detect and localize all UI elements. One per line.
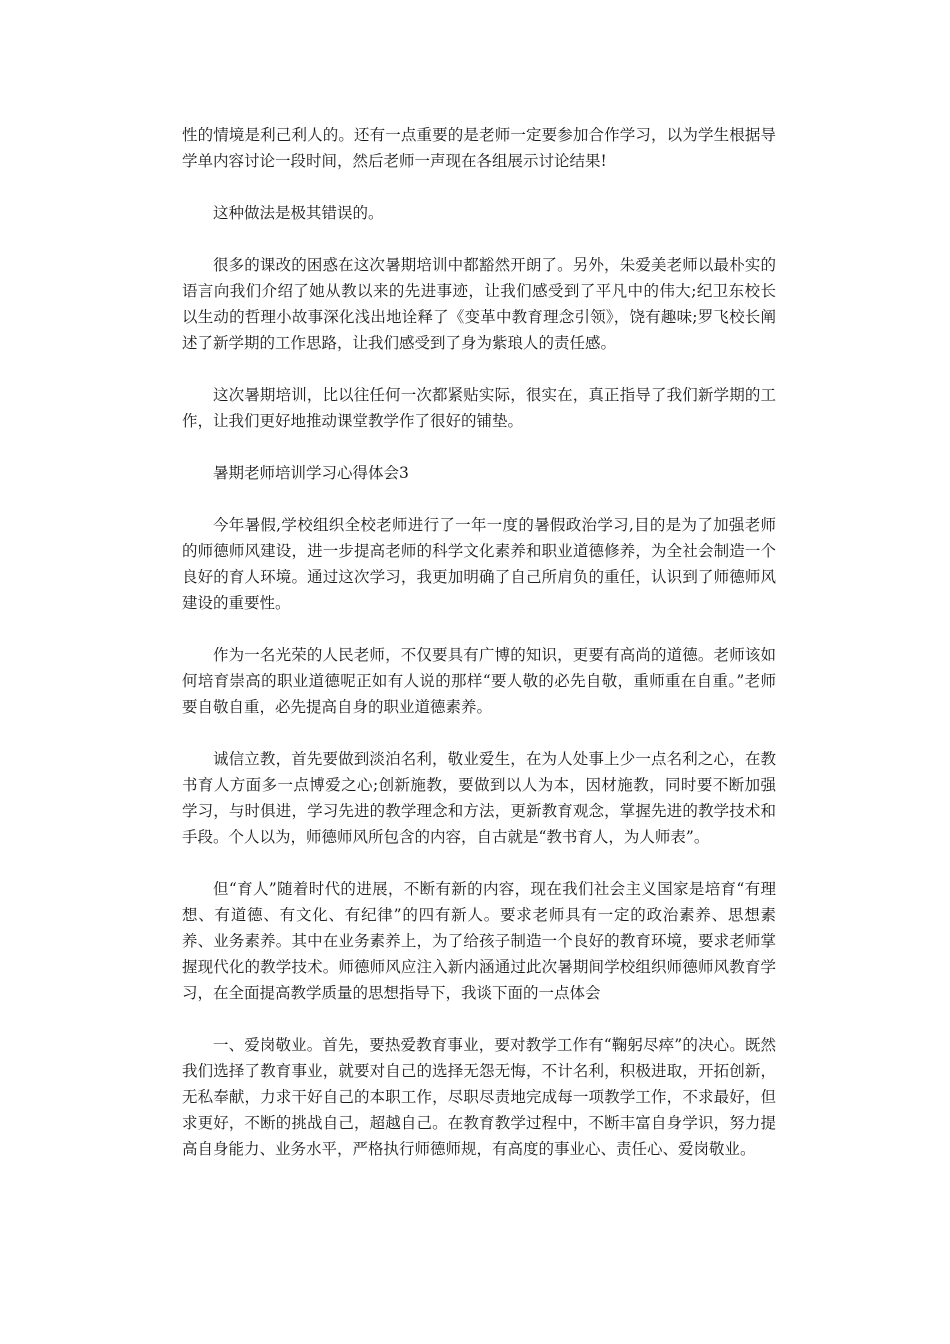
paragraph: 一、爱岗敬业。首先，要热爱教育事业，要对教学工作有“鞠躬尽瘁”的决心。既然我们选择了教育事业，就要对自己的选择无怨无悔，不计名利，积极进取，开拓创新，无私奉献，力求干好自己的本职工作，尽职尽责地完成每一项教学工作，不求最好，但求更好，不断的挑战自己，超越自己。在教育教学过程中，不断丰富自身学识，努力提高自身能力、业务水平，严格执行师德师规，有高度的事业心、责任心、爱岗敬业。: [182, 1036, 776, 1158]
paragraph: 但“育人”随着时代的进展，不断有新的内容，现在我们社会主义国家是培育“有理想、有道德、有文化、有纪律”的四有新人。要求老师具有一定的政治素养、思想素养、业务素养。其中在业务素养上，为了给孩子制造一个良好的教育环境，要求老师掌握现代化的教学技术。师德师风应注入新内涵通过此次暑期间学校组织师德师风教育学习，在全面提高教学质量的思想指导下，我谈下面的一点体会: [182, 880, 776, 1002]
paragraph: 这次暑期培训，比以往任何一次都紧贴实际，很实在，真正指导了我们新学期的工作，让我们更好地推动课堂教学作了很好的铺垫。: [182, 386, 776, 430]
paragraph: 诚信立教，首先要做到淡泊名利，敬业爱生，在为人处事上少一点名利之心，在教书育人方面多一点博爱之心;创新施教，要做到以人为本，因材施教，同时要不断加强学习，与时俱进，学习先进的教学理念和方法，更新教育观念，掌握先进的教学技术和手段。个人以为，师德师风所包含的内容，自古就是“教书育人，为人师表”。: [182, 750, 776, 846]
paragraph-continuation: 性的情境是利己利人的。还有一点重要的是老师一定要参加合作学习，以为学生根据导学单内容讨论一段时间，然后老师一声现在各组展示讨论结果!: [182, 126, 776, 170]
section-heading: 暑期老师培训学习心得体会3: [213, 464, 409, 482]
paragraph: 今年暑假,学校组织全校老师进行了一年一度的暑假政治学习,目的是为了加强老师的师德师风建设，进一步提高老师的科学文化素养和职业道德修养，为全社会制造一个良好的育人环境。通过这次学习，我更加明确了自己所肩负的重任，认识到了师德师风建设的重要性。: [182, 516, 776, 612]
document-body: [182, 122, 776, 1188]
paragraph: 作为一名光荣的人民老师，不仅要具有广博的知识，更要有高尚的道德。老师该如何培育崇高的职业道德呢正如有人说的那样“要人敬的必先自敬，重师重在自重。”老师要自敬自重，必先提高自身的职业道德素养。: [182, 646, 776, 716]
paragraph: 很多的课改的困惑在这次暑期培训中都豁然开朗了。另外，朱爱美老师以最朴实的语言向我们介绍了她从教以来的先进事迹，让我们感受到了平凡中的伟大;纪卫东校长以生动的哲理小故事深化浅出地诠释了《变革中教育理念引领》，饶有趣味;罗飞校长阐述了新学期的工作思路，让我们感受到了身为紫琅人的责任感。: [182, 256, 776, 352]
paragraph: 这种做法是极其错误的。: [213, 204, 384, 222]
